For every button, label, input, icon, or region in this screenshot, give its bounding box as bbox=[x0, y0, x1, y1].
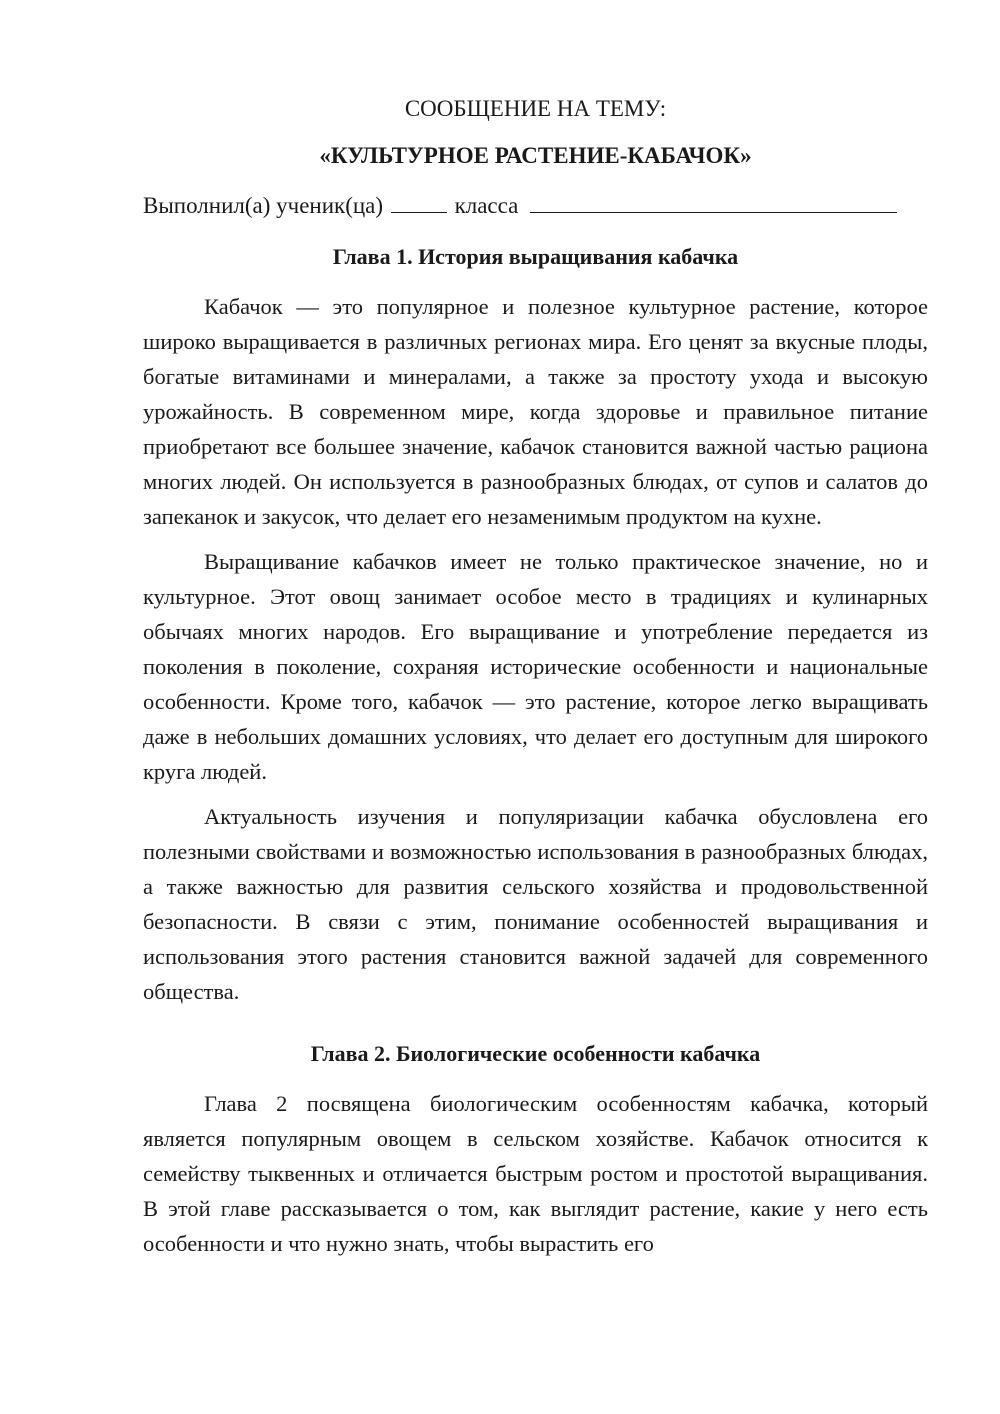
author-line bbox=[143, 189, 928, 223]
document-heading-line2: «КУЛЬТУРНОЕ РАСТЕНИЕ-КАБАЧОК» bbox=[319, 143, 752, 168]
chapter1-paragraph: Актуальность изучения и популяризации кабачка обусловлена его полезными свойствами и возможностью использования в разнообразных блюдах, а также важностью для развития сельского хозяйства и продовольственной безопасности. В связи с этим, понимание особенностей выращивания и использования этого растения становится важной задачей для современного общества. bbox=[143, 804, 928, 1004]
author-label: Выполнил(а) ученик(ца) bbox=[143, 193, 384, 218]
chapter2-paragraph: Глава 2 посвящена биологическим особенностям кабачка, который является популярным овощем в сельском хозяйстве. Кабачок относится к семейству тыквенных и отличается быстрым ростом и простотой выращивания. В этой главе рассказывается о том, как выглядит растение, какие у него есть особенности и что нужно знать, чтобы вырастить его bbox=[143, 1091, 928, 1256]
document-heading-line1: СООБЩЕНИЕ НА ТЕМУ: bbox=[404, 96, 667, 121]
chapter1-title: Глава 1. История выращивания кабачка bbox=[332, 244, 739, 269]
page-content bbox=[143, 92, 928, 1261]
chapter1-paragraph: Выращивание кабачков имеет не только практическое значение, но и культурное. Этот овощ занимает особое место в традициях и кулинарных обычаях многих народов. Его выращивание и употребление передается из поколения в поколение, сохраняя исторические особенности и национальные особенности. Кроме того, кабачок — это растение, которое легко выращивать даже в небольших домашних условиях, что делает его доступным для широкого круга людей. bbox=[143, 549, 928, 784]
class-number-blank bbox=[391, 190, 447, 213]
chapter2-title: Глава 2. Биологические особенности кабачка bbox=[310, 1041, 761, 1066]
chapter1-paragraph: Кабачок — это популярное и полезное культурное растение, которое широко выращивается в различных регионах мира. Его ценят за вкусные плоды, богатые витаминами и минералами, а также за простоту ухода и высокую урожайность. В современном мире, когда здоровье и правильное питание приобретают все большее значение, кабачок становится важной частью рациона многих людей. Он используется в разнообразных блюдах, от супов и салатов до запеканок и закусок, что делает его незаменимым продуктом на кухне. bbox=[143, 294, 928, 529]
class-label: класса bbox=[454, 193, 519, 218]
student-name-blank bbox=[530, 190, 897, 213]
